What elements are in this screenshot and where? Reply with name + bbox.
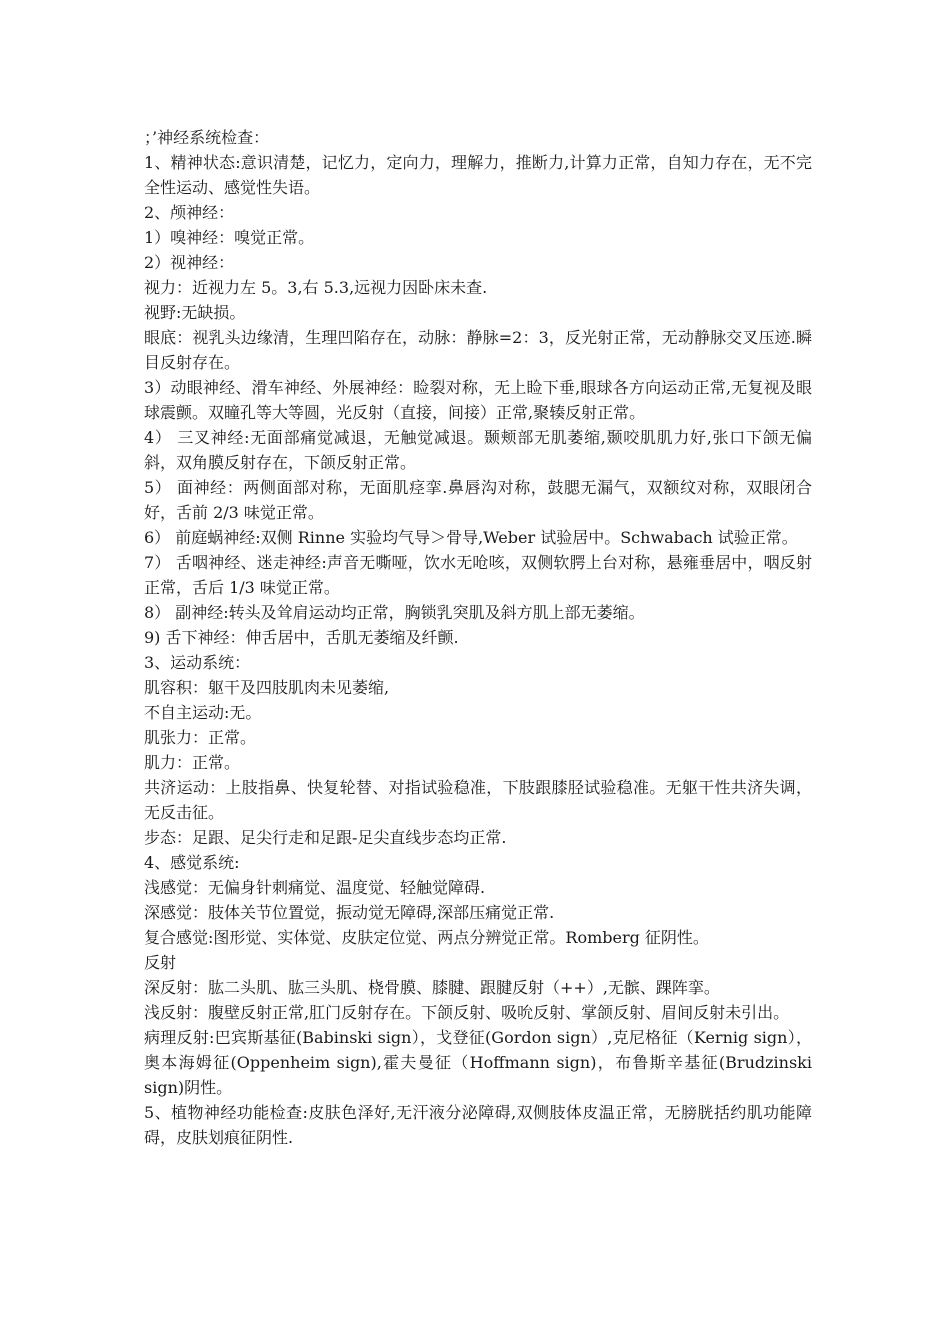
section-heading-motor-system: 3、运动系统：	[144, 653, 251, 672]
involuntary-movement-text: 不自主运动:无。	[144, 703, 262, 722]
muscle-tone-text: 肌张力：正常。	[144, 728, 257, 747]
superficial-reflex-text: 浅反射：腹壁反射正常,肛门反射存在。下颌反射、吸吮反射、掌颌反射、眉间反射未引出。	[144, 1003, 790, 1022]
gait-text: 步态：足跟、足尖行走和足跟-足尖直线步态均正常.	[144, 828, 507, 847]
olfactory-nerve-text: 1）嗅神经：嗅觉正常。	[144, 228, 315, 247]
muscle-volume-text: 肌容积：躯干及四肢肌肉未见萎缩,	[144, 678, 390, 697]
visual-acuity-text: 视力：近视力左 5。3,右 5.3,远视力因卧床未查.	[144, 278, 488, 297]
optic-nerve-heading: 2）视神经：	[144, 253, 235, 272]
reflex-heading: 反射	[144, 953, 177, 972]
section-heading-neuro-exam: ；’神经系统检查：	[144, 128, 270, 147]
superficial-sensation-text: 浅感觉：无偏身针刺痛觉、温度觉、轻触觉障碍.	[144, 878, 486, 897]
mental-status-text: 1、精神状态:意识清楚，记忆力，定向力，理解力，推断力,计算力正常，自知力存在，无不完全性运动、感觉性失语。	[144, 153, 812, 197]
hypoglossal-nerve-text: 9) 舌下神经：伸舌居中，舌肌无萎缩及纤颤.	[144, 628, 459, 647]
visual-field-text: 视野:无缺损。	[144, 303, 246, 322]
fundus-text: 眼底：视乳头边缘清，生理凹陷存在，动脉：静脉=2：3，反光射正常，无动静脉交叉压迹.瞬目反射存在。	[144, 328, 812, 372]
deep-sensation-text: 深感觉：肢体关节位置觉，振动觉无障碍,深部压痛觉正常.	[144, 903, 555, 922]
pathological-reflex-text: 病理反射:巴宾斯基征(Babinski sign），戈登征(Gordon sign）,克尼格征（Kernig sign），奥本海姆征(Oppenheim sign),霍夫曼征（Hoffmann sign)，布鲁斯辛基征(Brudzinski sign)阴性。	[144, 1028, 812, 1097]
deep-reflex-text: 深反射：肱二头肌、肱三头肌、桡骨膜、膝腱、跟腱反射（++）,无髌、踝阵挛。	[144, 978, 720, 997]
vestibulocochlear-nerve-text: 6） 前庭蜗神经:双侧 Rinne 实验均气导＞骨导,Weber 试验居中。Schwabach 试验正常。	[144, 528, 798, 547]
facial-nerve-text: 5） 面神经：两侧面部对称，无面肌痉挛.鼻唇沟对称，鼓腮无漏气，双额纹对称，双眼闭合好，舌前 2/3 味觉正常。	[144, 478, 812, 522]
section-heading-sensory-system: 4、感觉系统:	[144, 853, 240, 872]
muscle-strength-text: 肌力：正常。	[144, 753, 241, 772]
coordination-text: 共济运动：上肢指鼻、快复轮替、对指试验稳准，下肢跟膝胫试验稳准。无躯干性共济失调，无反击征。	[144, 778, 812, 822]
oculomotor-nerve-text: 3）动眼神经、滑车神经、外展神经：睑裂对称，无上睑下垂,眼球各方向运动正常,无复视及眼球震颤。双瞳孔等大等圆，光反射（直接，间接）正常,聚辏反射正常。	[144, 378, 812, 422]
glossopharyngeal-vagus-text: 7） 舌咽神经、迷走神经:声音无嘶哑，饮水无呛咳，双侧软腭上台对称，悬雍垂居中，咽反射正常，舌后 1/3 味觉正常。	[144, 553, 812, 597]
document-body	[144, 125, 812, 1150]
autonomic-function-text: 5、植物神经功能检查:皮肤色泽好,无汗液分泌障碍,双侧肢体皮温正常，无膀胱括约肌功能障碍，皮肤划痕征阴性.	[144, 1103, 812, 1147]
accessory-nerve-text: 8） 副神经:转头及耸肩运动均正常，胸锁乳突肌及斜方肌上部无萎缩。	[144, 603, 645, 622]
section-heading-cranial-nerves: 2、颅神经：	[144, 203, 235, 222]
complex-sensation-text: 复合感觉:图形觉、实体觉、皮肤定位觉、两点分辨觉正常。Romberg 征阴性。	[144, 928, 709, 947]
trigeminal-nerve-text: 4） 三叉神经:无面部痛觉减退，无触觉减退。颞颊部无肌萎缩,颞咬肌肌力好,张口下颌无偏斜，双角膜反射存在，下颌反射正常。	[144, 428, 812, 472]
